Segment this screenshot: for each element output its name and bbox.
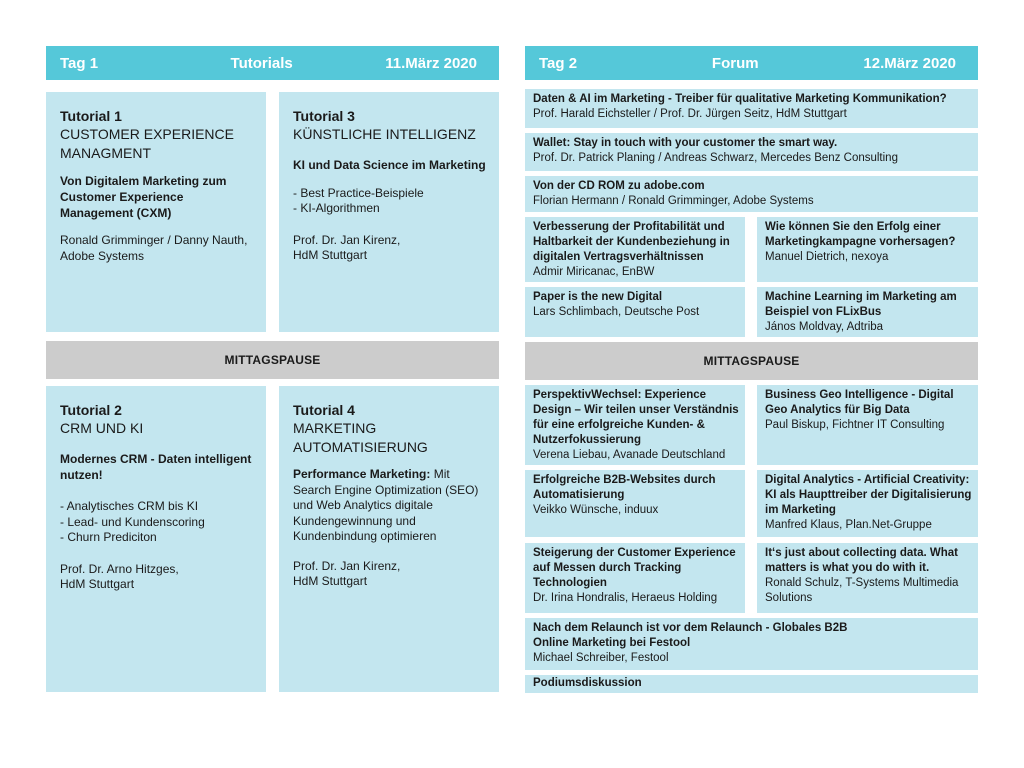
day2-label: Tag 2 [539,54,578,72]
session-title: Steigerung der Customer Experience auf Messen durch Tracking Technologien [533,547,736,589]
speaker-line: HdM Stuttgart [293,574,368,588]
bullet-item: - Best Practice-Beispiele [293,185,424,200]
session-speaker: Florian Hermann / Ronald Grimminger, Adobe Systems [533,195,814,207]
session-title: Von der CD ROM zu adobe.com [533,180,705,192]
tutorial-title [60,125,254,163]
tutorial-speaker [60,562,254,593]
tutorial-speaker [293,559,487,590]
tutorial-number: Tutorial 3 [293,108,355,124]
session-card [757,217,978,282]
speaker-line: Prof. Dr. Jan Kirenz, [293,558,401,573]
speaker-line: Ronald Grimminger / Danny Nauth, [60,233,248,247]
tutorial-bullets [60,499,254,546]
tutorial-subtitle: Von Digitalem Marketing zum Customer Experience Management (CXM) [60,174,227,220]
tutorial-speaker [60,233,254,264]
session-title: Wie können Sie den Erfolg einer Marketingkampagne vorhersagen? [765,221,956,248]
tutorial-title-line: MANAGMENT [60,145,151,161]
session-title: Business Geo Intelligence - Digital Geo Analytics für Big Data [765,389,954,416]
session-title: PerspektivWechsel: Experience Design – Wir teilen unser Verständnis für eine erfolgreiche Kunden- & Nutzerfokussierung [533,389,739,446]
session-card [525,543,745,613]
day1-header [46,46,499,80]
bullet-item: - Analytisches CRM bis KI [60,499,199,513]
session-title: Erfolgreiche B2B-Websites durch Automatisierung [533,474,716,501]
tutorial-2-card [46,386,266,692]
session-speaker: Dr. Irina Hondralis, Heraeus Holding [533,592,718,604]
session-card [757,470,978,537]
bullet-item: - KI-Algorithmen [293,201,380,215]
session-title: Daten & AI im Marketing - Treiber für qualitative Marketing Kommunikation? [533,93,947,105]
session-title: Machine Learning im Marketing am Beispiel von FLixBus [765,291,957,318]
tutorial-number: Tutorial 4 [293,402,355,418]
tutorial-title-line: CUSTOMER EXPERIENCE [60,126,234,142]
session-speaker: Prof. Harald Eichsteller / Prof. Dr. Jürgen Seitz, HdM Stuttgart [533,108,847,120]
session-card [525,470,745,537]
session-speaker: Michael Schreiber, Festool [533,652,669,664]
speaker-line: HdM Stuttgart [293,248,368,262]
tutorial-subtitle: KI und Data Science im Marketing [293,158,486,172]
speaker-line: Adobe Systems [60,248,145,263]
session-card [525,133,978,171]
session-card [525,217,745,282]
tutorial-title-line: CRM UND KI [60,420,144,436]
tutorial-1-card [46,92,266,332]
session-card-panel [525,675,978,693]
session-title: Verbesserung der Profitabilität und Haltbarkeit der Kundenbeziehung in digitalen Vertragsverhältnissen [533,221,730,263]
speaker-line: Prof. Dr. Jan Kirenz, [293,232,401,247]
session-speaker: Verena Liebau, Avanade Deutschland [533,449,726,461]
tutorial-subtitle: Modernes CRM - Daten intelligent nutzen! [60,452,252,482]
session-title: Paper is the new Digital [533,291,663,303]
tutorial-number: Tutorial 1 [60,108,122,124]
session-speaker: Ronald Schulz, T-Systems Multimedia Solutions [765,577,959,604]
session-card [525,176,978,212]
day2-lunch-break: MITTAGSPAUSE [525,342,978,380]
session-speaker: Paul Biskup, Fichtner IT Consulting [765,419,945,431]
tutorial-subtitle-bold: Performance Marketing: [293,467,431,481]
day2-type: Forum [711,54,759,72]
tutorial-number: Tutorial 2 [60,402,122,418]
speaker-line: HdM Stuttgart [60,577,135,591]
day1-label: Tag 1 [60,54,99,72]
tutorial-title-line: MARKETING [293,420,377,436]
tutorial-title-line: KÜNSTLICHE INTELLIGENZ [293,126,476,142]
day1-lunch-break: MITTAGSPAUSE [46,341,499,379]
session-speaker: Prof. Dr. Patrick Planing / Andreas Schwarz, Mercedes Benz Consulting [533,152,898,164]
session-card [525,287,745,337]
speaker-line: Prof. Dr. Arno Hitzges, [60,561,179,576]
tutorial-title [60,419,254,438]
session-speaker: Lars Schlimbach, Deutsche Post [533,306,700,318]
tutorial-subtitle-rest: Mit Search Engine Optimization (SEO) und Web Analytics digitale Kundengewinnung und Kundenbindung optimieren [293,467,479,543]
session-speaker: Veikko Wünsche, induux [533,504,659,516]
day2-date: 12.März 2020 [863,54,956,72]
session-speaker: Manuel Dietrich, nexoya [765,251,889,263]
session-card [757,543,978,613]
session-title: Wallet: Stay in touch with your customer the smart way. [533,137,838,149]
session-title: It‘s just about collecting data. What matters is what you do with it. [765,547,958,574]
bullet-item: - Lead- und Kundenscoring [60,514,205,529]
session-speaker: Admir Miricanac, EnBW [533,266,655,278]
tutorial-bullets [293,186,487,217]
tutorial-3-card [279,92,499,332]
session-title: Digital Analytics - Artificial Creativity: KI als Haupttreiber der Digitalisierung im Marketing [765,474,972,516]
tutorial-title [293,419,487,457]
session-speaker: Manfred Klaus, Plan.Net-Gruppe [765,519,932,531]
session-card [757,287,978,337]
session-title: Nach dem Relaunch ist vor dem Relaunch - Globales B2B Online Marketing bei Festool [533,622,848,649]
tutorial-title-line: AUTOMATISIERUNG [293,439,428,455]
session-title: Podiumsdiskussion [533,677,642,689]
day2-header [525,46,978,80]
session-card [525,89,978,128]
session-card [757,385,978,465]
bullet-item: - Churn Prediciton [60,530,157,544]
session-card [525,385,745,465]
tutorial-4-card [279,386,499,692]
day1-date: 11.März 2020 [385,54,477,72]
tutorial-title [293,125,487,144]
tutorial-subtitle [293,467,487,545]
day1-type: Tutorials [230,54,293,72]
session-speaker: János Moldvay, Adtriba [765,321,884,333]
session-card [525,618,978,670]
tutorial-speaker [293,233,487,264]
